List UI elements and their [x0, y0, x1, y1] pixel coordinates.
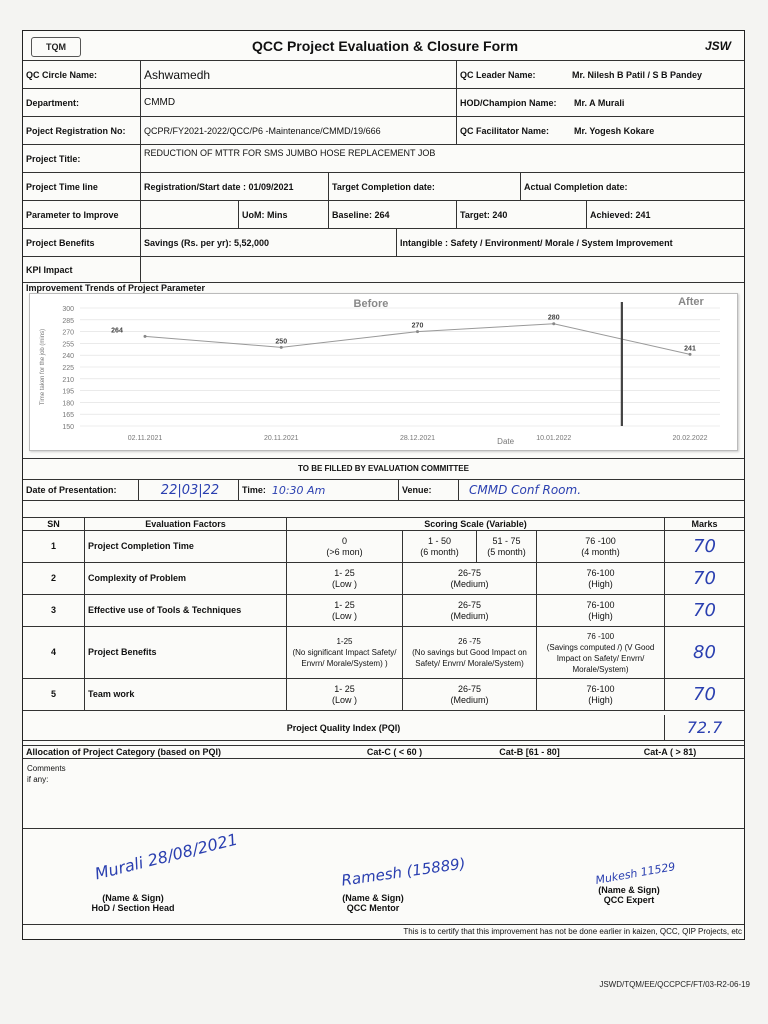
eval-scale-4 [537, 679, 665, 710]
y-tick-label: 165 [62, 412, 74, 420]
scale-2-desc: (6 month) [420, 546, 459, 557]
benefits-intangible: Intangible : Safety / Environment/ Morale / System Improvement [400, 237, 673, 248]
time-value: 10:30 Am [271, 483, 326, 497]
y-tick-label: 225 [62, 365, 74, 372]
form-sheet [22, 30, 745, 940]
time-cell [239, 480, 399, 500]
form-title: QCC Project Evaluation & Closure Form [251, 37, 519, 54]
benefits-label: Project Benefits [23, 229, 141, 256]
col-scale: Scoring Scale (Variable) [287, 518, 665, 530]
y-tick-label: 270 [62, 329, 74, 337]
qc-circle-label: QC Circle Name: [23, 61, 141, 88]
scale-4-desc: (Savings computed /) (V Good Impact on Safety/ Envrn/ Morale/System) [546, 642, 655, 674]
row-registration [23, 117, 744, 145]
eval-scale-1 [287, 595, 403, 626]
data-point [416, 330, 419, 333]
parameter-baseline: Baseline: 264 [329, 201, 457, 228]
x-tick-label: 10.01.2022 [536, 435, 572, 442]
eval-factor: Project Benefits [85, 627, 287, 678]
cat-b: Cat-B [61 - 80] [499, 747, 560, 757]
scale-2-value: 26 -75 [458, 637, 481, 646]
eval-scale-3 [477, 531, 537, 562]
hod-name-label: (Name & Sign) [102, 893, 164, 903]
trend-chart-svg [30, 294, 737, 450]
expert-role-label: QCC Expert [603, 895, 655, 905]
scale-4-value: 76-100 [586, 567, 615, 578]
scale-1-desc: (>6 mon) [326, 546, 363, 557]
scale-1-value: 1-25 [336, 637, 353, 646]
row-signatures [23, 829, 744, 925]
scale-1-desc: (Low ) [331, 694, 357, 705]
eval-factor: Team work [85, 679, 287, 710]
scale-2-value: 26-75 [457, 599, 482, 610]
scale-1-desc: (Low ) [331, 578, 357, 589]
eval-scale-2 [403, 595, 537, 626]
scale-1-value: 1- 25 [334, 599, 355, 610]
eval-factor: Complexity of Problem [85, 563, 287, 594]
row-department [23, 89, 744, 117]
eval-sn: 4 [23, 627, 85, 678]
eval-mark: 70 [693, 684, 716, 705]
expert-name-label: (Name & Sign) [598, 885, 660, 895]
scale-3-desc: (5 month) [487, 546, 526, 557]
cat-a: Cat-A ( > 81) [643, 747, 697, 757]
data-point [689, 353, 692, 356]
trend-label: Improvement Trends of Project Parameter [26, 283, 206, 293]
scale-1-value: 1- 25 [334, 567, 355, 578]
y-tick-label: 240 [62, 353, 74, 361]
facilitator-label: QC Facilitator Name: [460, 125, 550, 136]
expert-sign-block [579, 885, 679, 905]
data-label: 270 [411, 322, 424, 330]
scale-2-value: 26-75 [457, 567, 482, 578]
data-label: 250 [275, 338, 288, 346]
form-code: JSWD/TQM/EE/QCCPCF/FT/03-R2-06-19 [599, 980, 750, 989]
hod-role-label: HoD / Section Head [91, 903, 175, 913]
department-value: CMMD [141, 89, 457, 116]
eval-sn: 1 [23, 531, 85, 562]
qc-circle-value: Ashwamedh [141, 61, 457, 88]
scale-4-value: 76-100 [586, 599, 615, 610]
eval-scale-2 [403, 627, 537, 678]
parameter-label: Parameter to Improve [23, 201, 141, 228]
scale-2-desc: (Medium) [450, 610, 489, 621]
eval-heading: TO BE FILLED BY EVALUATION COMMITTEE [298, 463, 469, 473]
x-tick-label: 02.11.2021 [127, 435, 163, 442]
time-label: Time: [242, 485, 266, 495]
allocation-label: Allocation of Project Category (based on PQI) [26, 747, 222, 757]
hod-signature: Murali 28/08/2021 [92, 829, 240, 884]
eval-row [23, 563, 744, 595]
row-eval-heading [23, 459, 744, 477]
eval-scale-4 [537, 595, 665, 626]
x-tick-label: 28.12.2021 [399, 435, 436, 442]
eval-scale-1 [287, 563, 403, 594]
eval-mark: 80 [693, 642, 716, 663]
parameter-target: Target: 240 [457, 201, 587, 228]
scale-3-value: 51 - 75 [492, 535, 521, 546]
before-annotation: Before [353, 298, 389, 310]
parameter-achieved: Achieved: 241 [590, 209, 651, 220]
eval-scale-4 [537, 627, 665, 678]
scale-4-value: 76-100 [586, 683, 615, 694]
scale-2-desc: (Medium) [450, 694, 489, 705]
eval-factor: Project Completion Time [85, 531, 287, 562]
hod-value: Mr. A Murali [574, 97, 625, 108]
title-row [23, 31, 744, 61]
row-qc-circle [23, 61, 744, 89]
row-parameter [23, 201, 744, 229]
jsw-logo: JSW [704, 39, 731, 53]
eval-scale-2 [403, 531, 477, 562]
data-point [280, 346, 283, 349]
timeline-target: Target Completion date: [329, 173, 521, 200]
scale-4-value: 76 -100 [585, 535, 616, 546]
scale-4-desc: (High) [588, 578, 613, 589]
scale-4-desc: (High) [588, 694, 613, 705]
data-point [552, 322, 555, 325]
row-project-title [23, 145, 744, 173]
eval-mark: 70 [693, 600, 716, 621]
qc-leader-value: Mr. Nilesh B Patil / S B Pandey [572, 69, 703, 80]
department-label: Department: [23, 89, 141, 116]
eval-scale-4 [537, 531, 665, 562]
registration-value: QCPR/FY2021-2022/QCC/P6 -Maintenance/CMMD/19/666 [141, 117, 457, 144]
after-annotation: After [678, 296, 704, 308]
mentor-name-label: (Name & Sign) [342, 893, 404, 903]
date-label: Date of Presentation: [23, 480, 139, 500]
y-tick-label: 255 [62, 341, 74, 349]
mentor-role-label: QCC Mentor [346, 903, 400, 913]
row-allocation [23, 745, 744, 759]
timeline-actual: Actual Completion date: [524, 181, 628, 192]
eval-row [23, 595, 744, 627]
benefits-savings: Savings (Rs. per yr): 5,52,000 [141, 229, 397, 256]
timeline-label: Project Time line [23, 173, 141, 200]
col-marks: Marks [691, 518, 718, 529]
data-label: 280 [547, 314, 560, 322]
venue-value: CMMD Conf Room. [469, 483, 582, 497]
y-tick-label: 150 [62, 424, 74, 431]
x-tick-label: 20.11.2021 [263, 435, 299, 442]
eval-row [23, 531, 744, 563]
mentor-signature: Ramesh (15889) [340, 854, 467, 890]
date-value: 22|03|22 [139, 480, 239, 500]
eval-mark: 70 [693, 568, 716, 589]
row-presentation [23, 479, 744, 501]
eval-sn: 3 [23, 595, 85, 626]
scale-4-desc: (High) [588, 610, 613, 621]
eval-scale-1 [287, 531, 403, 562]
x-tick-label: 20.02.2022 [672, 435, 708, 442]
evaluation-table [23, 517, 744, 715]
y-tick-label: 195 [62, 388, 74, 396]
parameter-uom: UoM: Mins [239, 201, 329, 228]
data-label: 241 [684, 345, 696, 353]
scale-2-desc: (No savings but Good Impact on Safety/ Envrn/ Morale/System) [412, 648, 527, 668]
parameter-blank [141, 201, 239, 228]
eval-scale-1 [287, 679, 403, 710]
row-pqi [23, 715, 744, 741]
scale-4-value: 76 -100 [586, 631, 615, 641]
tqm-logo: TQM [31, 37, 81, 57]
eval-sn: 2 [23, 563, 85, 594]
y-tick-label: 180 [62, 400, 74, 408]
project-title-value: REDUCTION OF MTTR FOR SMS JUMBO HOSE REPLACEMENT JOB [144, 148, 436, 158]
eval-row [23, 679, 744, 711]
scale-4-desc: (4 month) [581, 546, 620, 557]
comments-block [27, 763, 66, 785]
scale-2-value: 1 - 50 [427, 535, 451, 546]
row-kpi [23, 257, 744, 283]
project-title-label: Project Title: [23, 145, 141, 172]
eval-scale-1 [287, 627, 403, 678]
data-label: 264 [111, 327, 123, 335]
comments-sub: if any: [27, 775, 49, 784]
scale-1-desc: (Low ) [331, 610, 357, 621]
hod-label: HOD/Champion Name: [460, 97, 557, 108]
eval-sn: 5 [23, 679, 85, 710]
scale-2-desc: (Medium) [450, 578, 489, 589]
y-tick-label: 210 [62, 376, 74, 384]
col-factors: Evaluation Factors [85, 518, 287, 530]
eval-header-row [23, 517, 744, 531]
expert-signature: Mukesh 11529 [594, 860, 677, 887]
x-axis-label: Date [497, 437, 515, 446]
y-axis-label: Time taken for the job (mins) [40, 328, 46, 406]
eval-factor: Effective use of Tools & Techniques [85, 595, 287, 626]
facilitator-value: Mr. Yogesh Kokare [574, 125, 655, 136]
y-tick-label: 285 [62, 317, 74, 325]
row-benefits [23, 229, 744, 257]
eval-scale-2 [403, 563, 537, 594]
hod-sign-block [83, 893, 183, 913]
scale-2-value: 26-75 [457, 683, 482, 694]
pqi-value: 72.7 [686, 718, 723, 737]
trend-chart [29, 293, 738, 451]
timeline-start: Registration/Start date : 01/09/2021 [141, 173, 329, 200]
kpi-label: KPI Impact [23, 257, 141, 282]
mentor-sign-block [323, 893, 423, 913]
eval-mark: 70 [693, 536, 716, 557]
scale-1-value: 1- 25 [334, 683, 355, 694]
registration-label: Poject Registration No: [23, 117, 141, 144]
comments-label: Comments [27, 764, 66, 773]
scale-1-value: 0 [341, 535, 347, 546]
qc-leader-label: QC Leader Name: [460, 69, 536, 80]
scale-1-desc: (No significant Impact Safety/ Envrn/ Morale/System) ) [292, 648, 397, 668]
data-point [144, 335, 147, 338]
y-tick-label: 300 [62, 306, 74, 313]
eval-scale-4 [537, 563, 665, 594]
cat-c: Cat-C ( < 60 ) [366, 747, 423, 757]
row-timeline [23, 173, 744, 201]
col-sn: SN [23, 518, 85, 530]
venue-label: Venue: [399, 480, 459, 500]
pqi-label: Project Quality Index (PQI) [23, 715, 665, 740]
certify-note: This is to certify that this improvement has not be done earlier in kaizen, QCC, QIP Projects, etc [403, 927, 742, 936]
eval-row [23, 627, 744, 679]
row-comments [23, 759, 744, 829]
eval-scale-2 [403, 679, 537, 710]
